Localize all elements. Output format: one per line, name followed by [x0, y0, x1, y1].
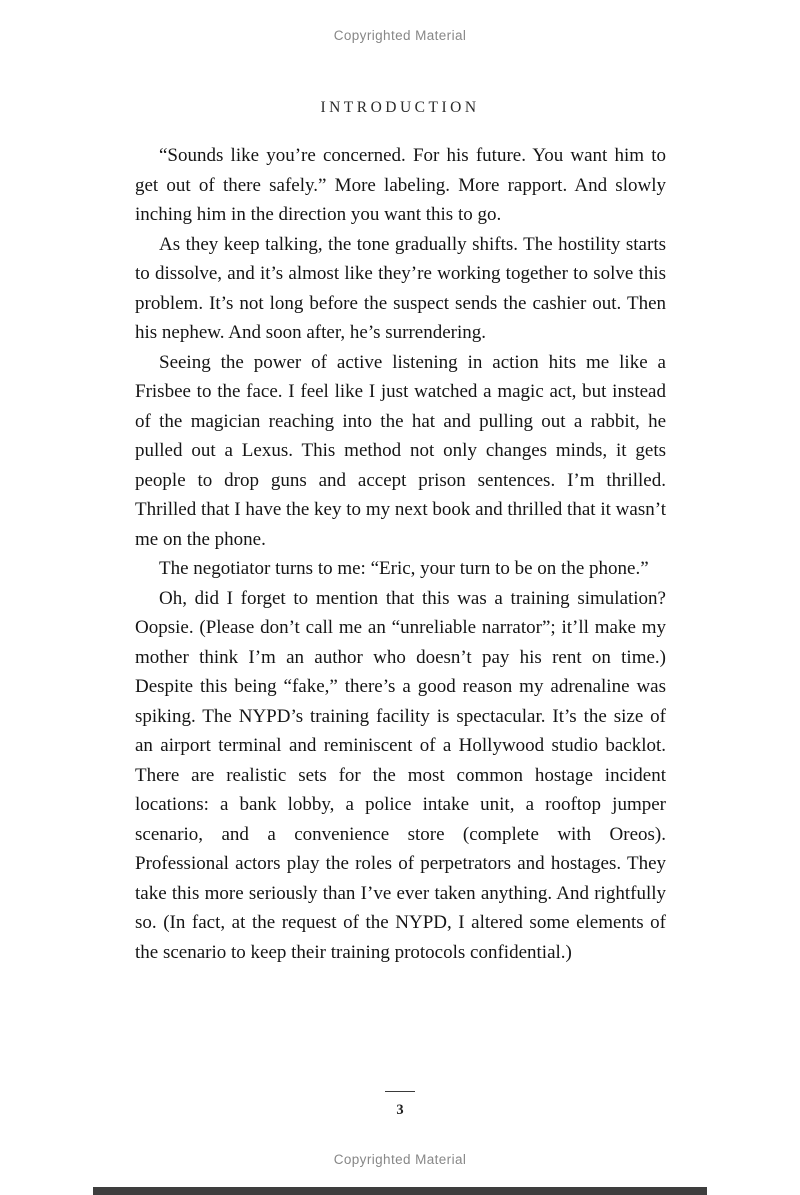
footer-divider-rule	[385, 1091, 415, 1092]
paragraph: “Sounds like you’re concerned. For his future. You want him to get out of there safely.” More labeling. More rapport. And slowly inching him in the direction you want this to go.	[135, 145, 666, 225]
copyright-notice-top: Copyrighted Material	[333, 28, 467, 43]
paragraph: Seeing the power of active listening in action hits me like a Frisbee to the face. I feel like I just watched a magic act, but instead of the magician reaching into the hat and pulling out a rabbit, he pulled out a Lexus. This method not only changes minds, it gets people to drop guns and accept prison sentences. I’m thrilled. Thrilled that I have the key to my next book and thrilled that it wasn’t me on the phone.	[135, 351, 666, 550]
body-text-block	[135, 141, 666, 967]
paragraph: As they keep talking, the tone gradually shifts. The hostility starts to dissolve, and it’s almost like they’re working together to solve this problem. It’s not long before the suspect sends the cashier out. Then his nephew. And soon after, he’s surrendering.	[135, 233, 666, 343]
copyright-notice-bottom: Copyrighted Material	[333, 1152, 467, 1167]
paragraph: The negotiator turns to me: “Eric, your turn to be on the phone.”	[159, 558, 649, 579]
chapter-heading: INTRODUCTION	[320, 99, 480, 116]
paragraph: Oh, did I forget to mention that this was a training simulation? Oopsie. (Please don’t call me an “unreliable narrator”; it’ll make my mother think I’m an author who doesn’t pay his rent on time.) Despite this being “fake,” there’s a good reason my adrenaline was spiking. The NYPD’s training facility is spectacular. It’s the size of an airport terminal and reminiscent of a Hollywood studio backlot. There are realistic sets for the most common hostage incident locations: a bank lobby, a police intake unit, a rooftop jumper scenario, and a convenience store (complete with Oreos). Professional actors play the roles of perpetrators and hostages. They take this more seriously than I’ve ever taken anything. And rightfully so. (In fact, at the request of the NYPD, I altered some elements of the scenario to keep their training protocols confidential.)	[135, 587, 666, 963]
bottom-edge-bar	[93, 1187, 707, 1195]
page-number: 3	[396, 1102, 404, 1118]
